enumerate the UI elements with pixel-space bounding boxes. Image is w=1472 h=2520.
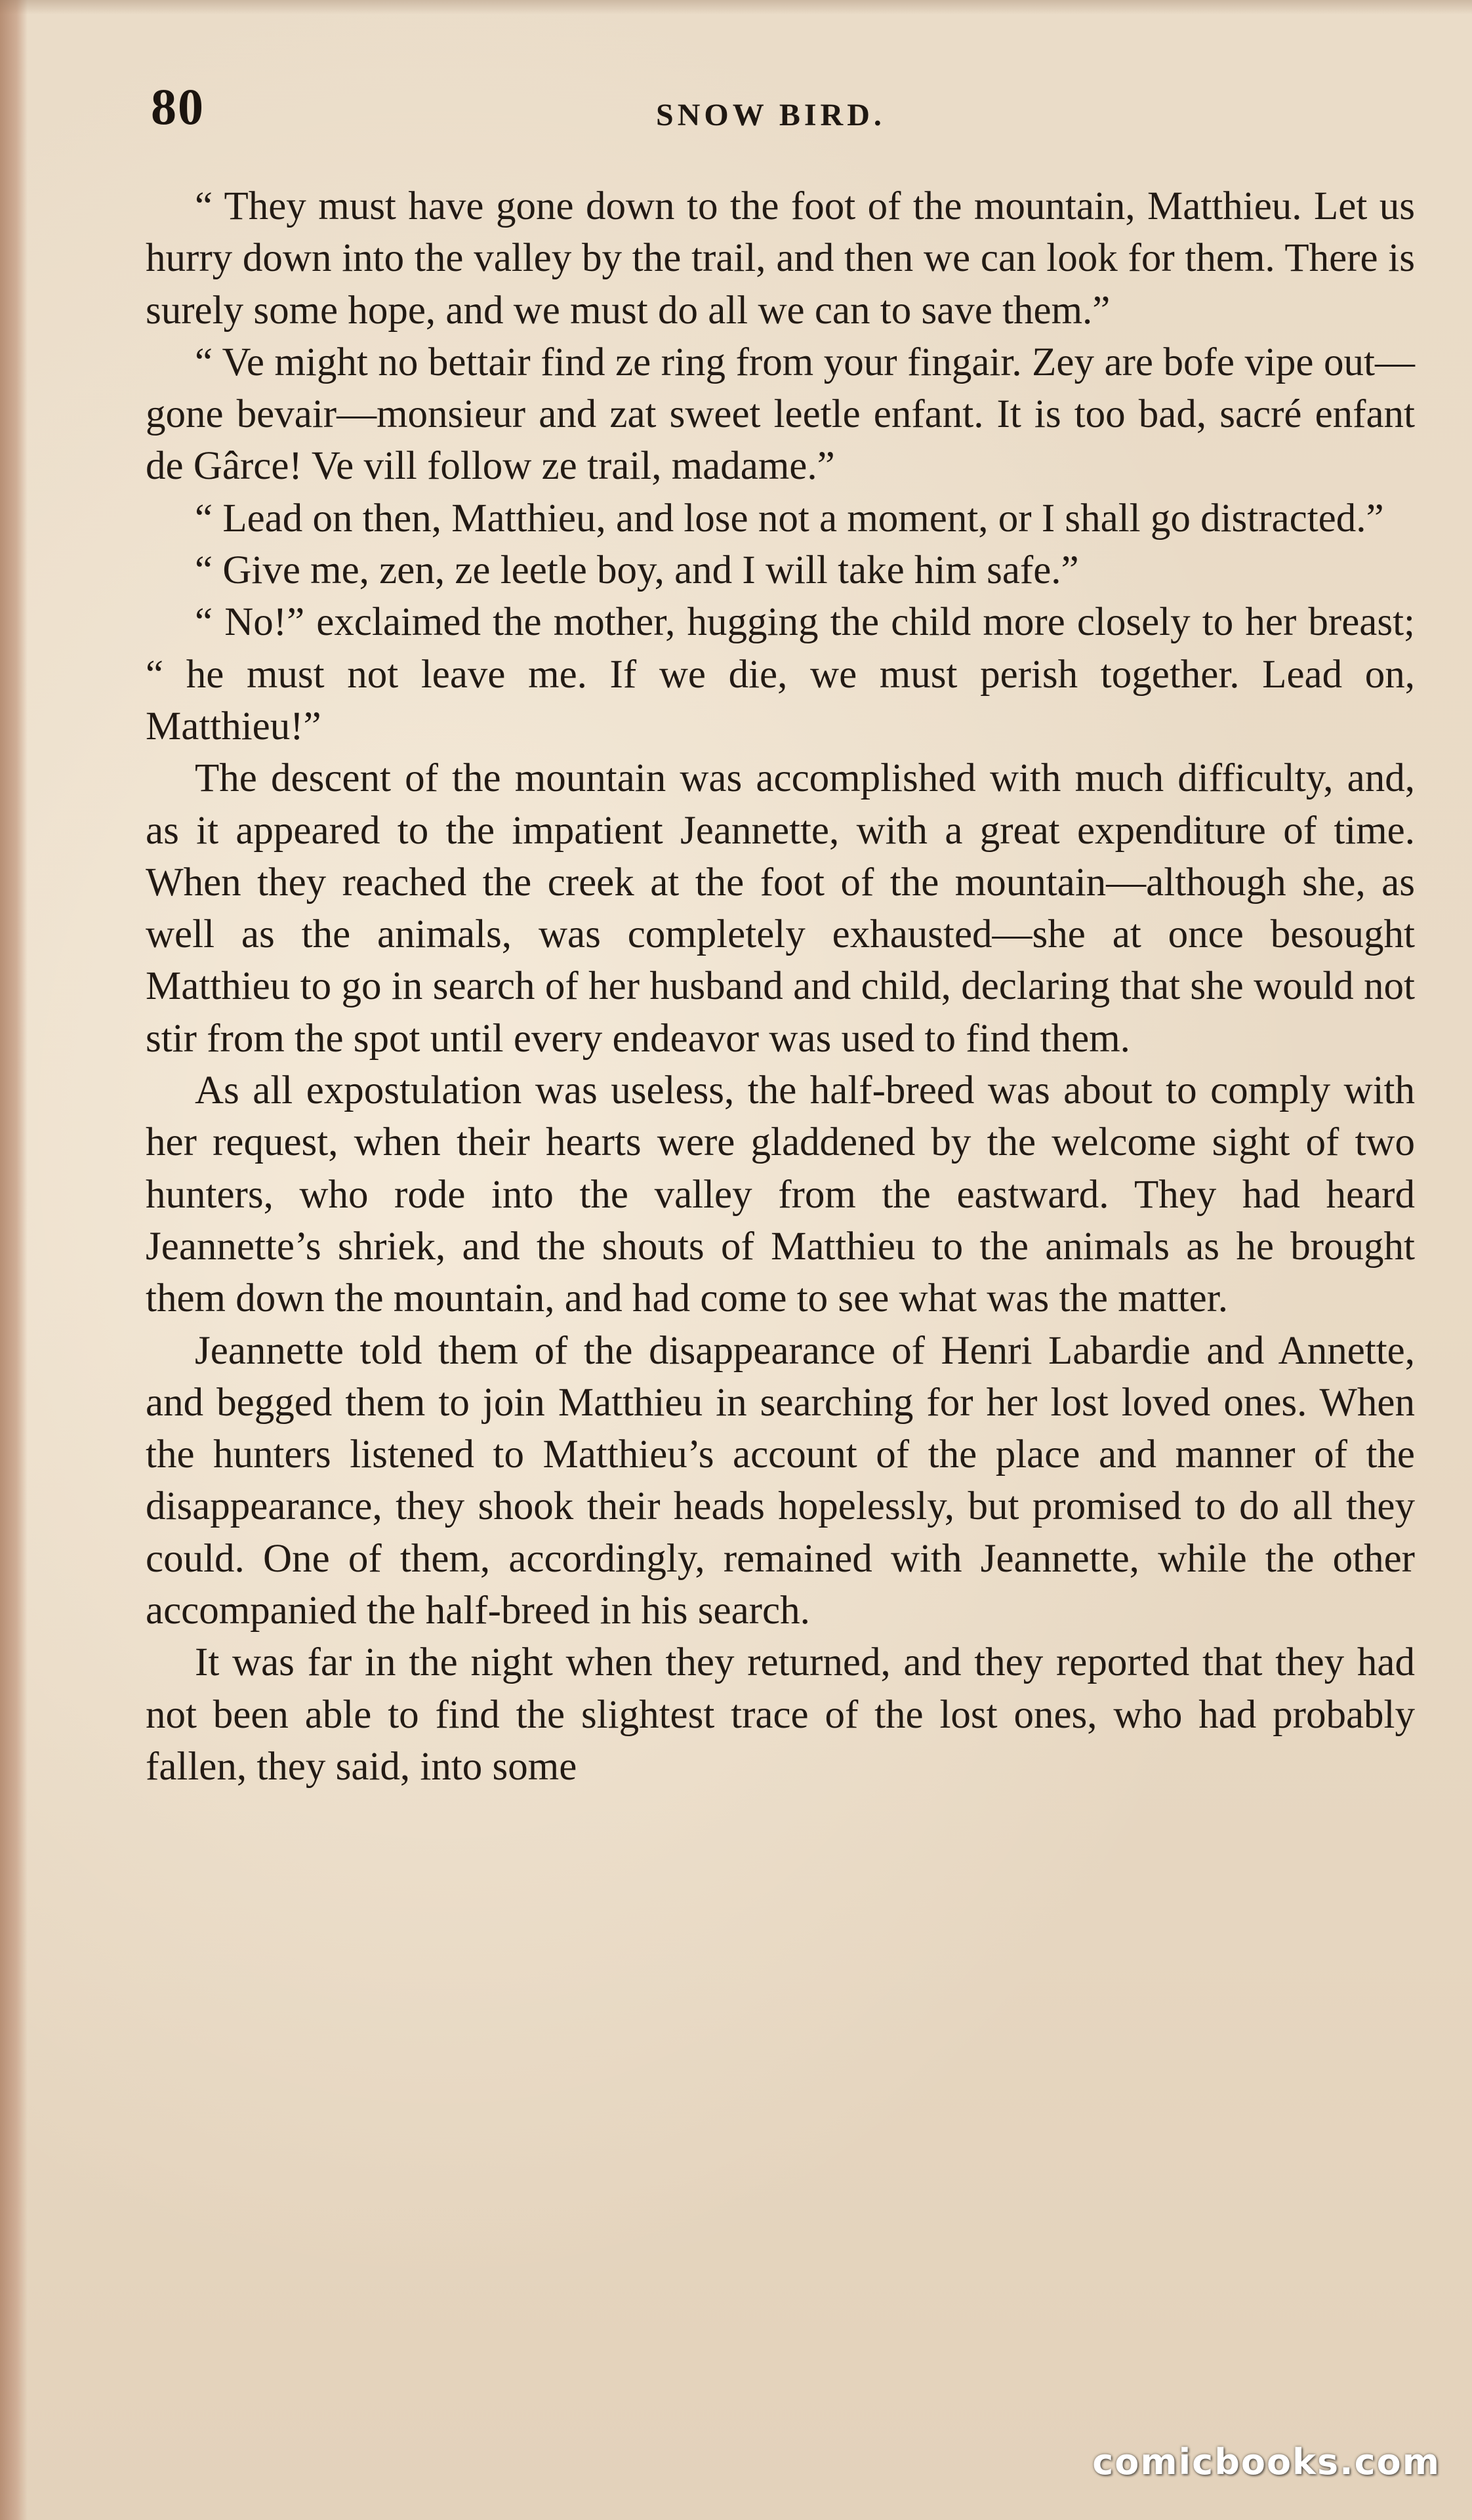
paragraph: The descent of the mountain was accomplished with much difficulty, and, as it appeared to the impatient Jeannette, with a great expenditure of time. When they reached the creek at the foot of the mountain—although she, as well as the animals, was completely exhausted—she at once besought Matthieu to go in search of her husband and child, declaring that she would not stir from the spot until every endeavor was used to find them. bbox=[146, 756, 1415, 1061]
paragraph: “ Lead on then, Matthieu, and lose not a moment, or I shall go distracted.” bbox=[195, 496, 1384, 540]
site-watermark: comicbooks.com bbox=[1092, 2441, 1441, 2483]
running-head: SNOW BIRD. bbox=[656, 98, 886, 132]
paragraph: “ Ve might no bettair find ze ring from your fingair. Zey are bofe vipe out—gone bevair—monsieur and zat sweet leetle enfant. It is too bad, sacré enfant de Gârce! Ve vill follow ze trail, madame.” bbox=[146, 340, 1415, 489]
paragraph: Jeannette told them of the disappearance of Henri Labardie and Annette, and begged them to join Matthieu in searching for her lost loved ones. When the hunters listened to Matthieu’s account of the place and manner of the disappearance, they shook their heads hopelessly, but promised to do all they could. One of them, accordingly, remained with Jeannette, while the other accompanied the half-breed in his search. bbox=[146, 1328, 1415, 1633]
body-text bbox=[146, 180, 1415, 1793]
paragraph: “ They must have gone down to the foot of the mountain, Matthieu. Let us hurry down into the valley by the trail, and then we can look for them. There is surely some hope, and we must do all we can to save them.” bbox=[146, 184, 1415, 333]
page-header bbox=[151, 77, 1410, 136]
page-number: 80 bbox=[151, 78, 205, 135]
paragraph: “ No!” exclaimed the mother, hugging the child more closely to her breast; “ he must not leave me. If we die, we must perish together. Lead on, Matthieu!” bbox=[146, 600, 1415, 748]
paragraph: It was far in the night when they returned, and they reported that they had not been able to find the slightest trace of the lost ones, who had probably fallen, they said, into some bbox=[146, 1640, 1415, 1789]
page-top-shadow bbox=[0, 0, 1472, 14]
paragraph: “ Give me, zen, ze leetle boy, and I will take him safe.” bbox=[195, 548, 1079, 593]
page-edge-shadow bbox=[0, 0, 28, 2520]
paragraph: As all expostulation was useless, the half-breed was about to comply with her request, when their hearts were gladdened by the welcome sight of two hunters, who rode into the valley from the eastward. They had heard Jeannette’s shriek, and the shouts of Matthieu to the animals as he brought them down the mountain, and had come to see what was the matter. bbox=[146, 1068, 1415, 1321]
